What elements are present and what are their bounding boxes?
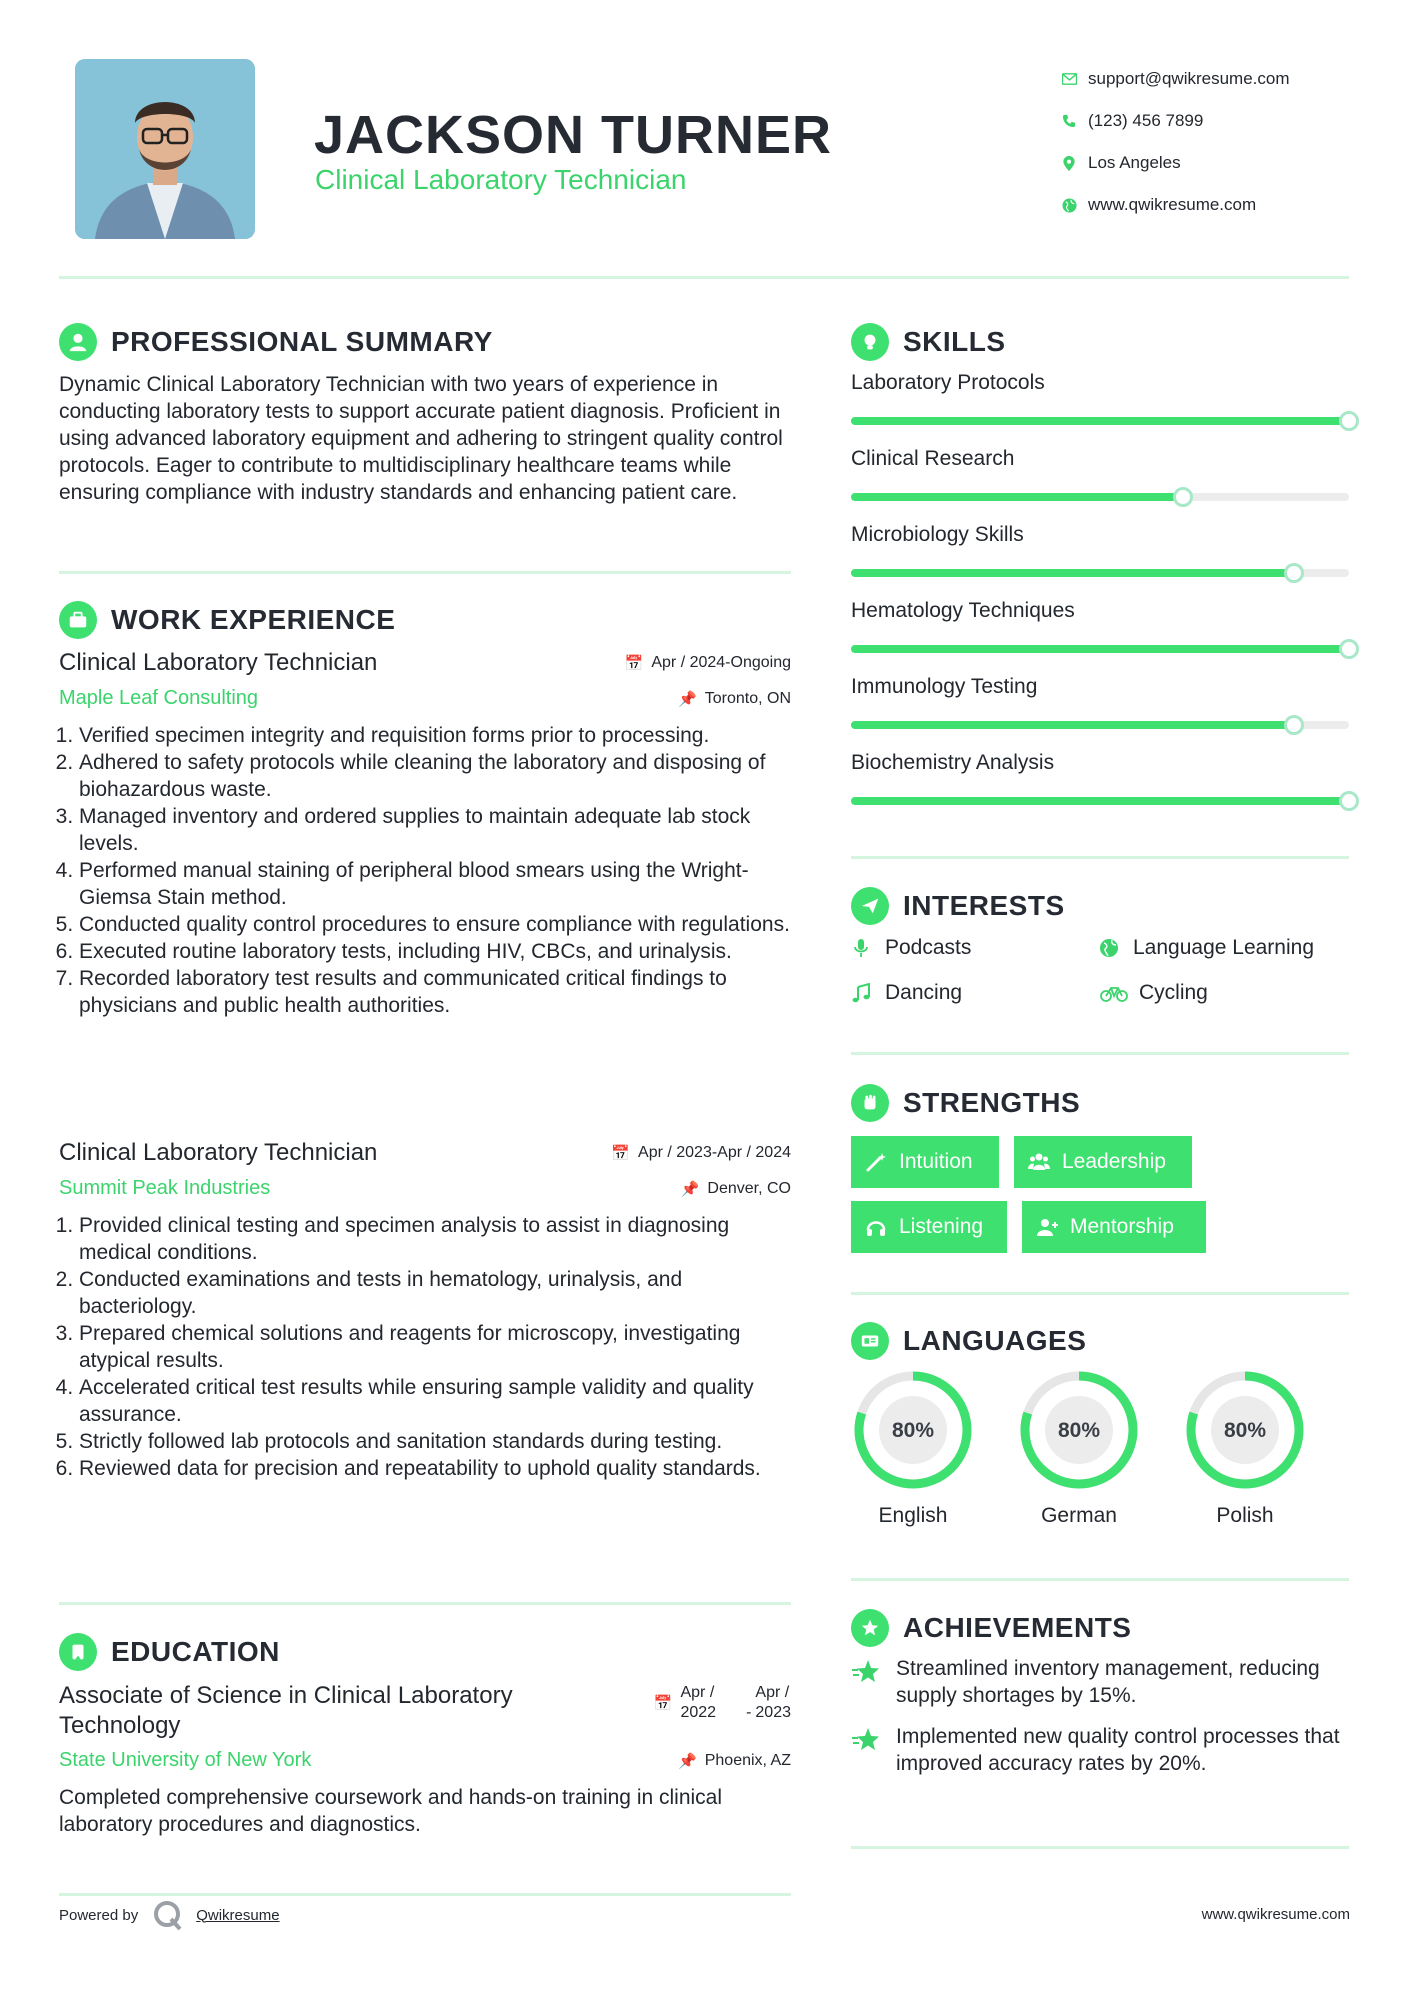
achievement-text: Streamlined inventory management, reducing supply shortages by 15%. xyxy=(896,1657,1320,1707)
skill-level-fill xyxy=(851,797,1349,805)
skill-level-fill xyxy=(851,645,1349,653)
languages-heading xyxy=(851,1322,1086,1360)
contact-website[interactable] xyxy=(1050,184,1290,226)
education-heading-text: EDUCATION xyxy=(111,1636,280,1667)
interest-label: Podcasts xyxy=(885,936,972,959)
edu-start-year: 2022 xyxy=(680,1704,717,1721)
skill-level-knob xyxy=(1339,639,1359,659)
languages-heading-text: LANGUAGES xyxy=(903,1325,1087,1356)
summary-heading-text: PROFESSIONAL SUMMARY xyxy=(111,326,493,357)
job-entry xyxy=(59,649,791,1019)
magic-wand-icon xyxy=(865,1151,887,1173)
interest-label: Cycling xyxy=(1139,981,1208,1004)
job-title: Clinical Laboratory Technician xyxy=(59,649,378,676)
degree-title-line: Associate of Science in Clinical Laboratory xyxy=(59,1682,513,1709)
strength-label: Intuition xyxy=(899,1150,973,1173)
contact-email[interactable] xyxy=(1050,58,1290,100)
calendar-icon: 📅 xyxy=(653,1695,673,1712)
interests-divider xyxy=(851,1052,1349,1055)
strengths-heading xyxy=(851,1084,1080,1122)
job-dates-text: Apr / 2024-Ongoing xyxy=(651,654,791,671)
job-bullet: 7. Recorded laboratory test results and communicated critical findings to physicians and public health authorities. xyxy=(79,965,791,1019)
job-bullet: 2. Conducted examinations and tests in hematology, urinalysis, and bacteriology. xyxy=(79,1266,791,1320)
school-name: State University of New York xyxy=(59,1749,312,1771)
skill-level-fill xyxy=(851,721,1294,729)
interests-heading-text: INTERESTS xyxy=(903,890,1065,921)
education-divider xyxy=(59,1893,791,1896)
skill-level-knob xyxy=(1284,563,1304,583)
skill-level-bar xyxy=(851,417,1349,425)
job-bullet: 4. Performed manual staining of peripheral blood smears using the Wright-Giemsa Stain method. xyxy=(79,857,791,911)
candidate-title: Clinical Laboratory Technician xyxy=(315,164,687,195)
job-bullets xyxy=(59,722,791,1019)
strengths-heading-text: STRENGTHS xyxy=(903,1087,1081,1118)
skill-item xyxy=(851,447,1349,501)
language-gauge xyxy=(1017,1368,1141,1492)
school-location-text: Phoenix, AZ xyxy=(704,1751,791,1769)
user-icon xyxy=(59,323,97,361)
experience-divider xyxy=(59,1602,791,1605)
job-location-text: Denver, CO xyxy=(707,1179,791,1197)
skill-level-bar xyxy=(851,645,1349,653)
skill-level-bar xyxy=(851,569,1349,577)
job-dates xyxy=(625,654,791,672)
paper-plane-icon xyxy=(851,887,889,925)
degree-title-line: Technology xyxy=(59,1712,181,1739)
language-item xyxy=(1183,1368,1307,1528)
graduation-icon xyxy=(59,1633,97,1671)
job-entry xyxy=(59,1139,791,1482)
interest-label: Dancing xyxy=(885,981,963,1004)
qwikresume-logo-icon xyxy=(152,1899,184,1931)
edu-date-dash: - xyxy=(746,1704,752,1721)
job-bullet: 2. Adhered to safety protocols while cleaning the laboratory and disposing of biohazardous waste. xyxy=(79,749,791,803)
skill-item xyxy=(851,675,1349,729)
star-icon xyxy=(851,1655,896,1709)
skill-level-knob xyxy=(1339,411,1359,431)
skill-level-knob xyxy=(1339,791,1359,811)
briefcase-icon xyxy=(59,601,97,639)
interest-cycling xyxy=(1099,981,1208,1005)
language-name: English xyxy=(878,1504,948,1527)
id-card-icon xyxy=(851,1322,889,1360)
summary-heading xyxy=(59,323,493,361)
job-title: Clinical Laboratory Technician xyxy=(59,1139,378,1166)
job-location xyxy=(678,690,791,708)
bicycle-icon xyxy=(1099,983,1133,1003)
interest-podcasts xyxy=(851,936,971,960)
job-bullet: 3. Managed inventory and ordered supplies to maintain adequate lab stock levels. xyxy=(79,803,791,857)
language-percent: 80% xyxy=(1223,1419,1267,1442)
skill-level-knob xyxy=(1284,715,1304,735)
summary-text: Dynamic Clinical Laboratory Technician with two years of experience in conducting laboratory tests to support accurate patient diagnosis. Proficient in using advanced laboratory equipment and adhering to stringent quality control protocols. Eager to contribute to multidisciplinary healthcare teams while ensuring compliance with industry standards and enhancing patient care. xyxy=(59,373,783,504)
skill-name: Laboratory Protocols xyxy=(851,371,1045,394)
powered-by-text: Powered by xyxy=(59,1906,139,1924)
skill-level-fill xyxy=(851,493,1183,501)
school-location xyxy=(678,1752,791,1770)
interest-language-learning xyxy=(1099,936,1314,960)
headphones-icon xyxy=(865,1216,887,1238)
experience-heading-text: WORK EXPERIENCE xyxy=(111,604,396,635)
skill-level-bar xyxy=(851,797,1349,805)
interest-label: Language Learning xyxy=(1133,936,1315,959)
skill-name: Clinical Research xyxy=(851,447,1015,470)
user-plus-icon xyxy=(1036,1216,1058,1238)
language-gauge xyxy=(1183,1368,1307,1492)
skill-name: Biochemistry Analysis xyxy=(851,751,1055,774)
language-item xyxy=(851,1368,975,1528)
language-percent: 80% xyxy=(891,1419,935,1442)
header-divider xyxy=(59,276,1349,279)
job-company: Summit Peak Industries xyxy=(59,1177,271,1199)
skill-item xyxy=(851,371,1349,425)
experience-heading xyxy=(59,601,395,639)
users-icon xyxy=(1028,1151,1050,1173)
education-heading xyxy=(59,1633,280,1671)
calendar-icon: 📅 xyxy=(611,1145,631,1162)
job-location-text: Toronto, ON xyxy=(704,689,791,707)
pushpin-icon: 📌 xyxy=(678,690,697,708)
achievement-text: Implemented new quality control processes that improved accuracy rates by 20%. xyxy=(896,1725,1340,1775)
job-bullet: 3. Prepared chemical solutions and reagents for microscopy, investigating atypical results. xyxy=(79,1320,791,1374)
fist-icon xyxy=(851,1084,889,1122)
strength-chip-leadership xyxy=(1014,1136,1192,1188)
skills-divider xyxy=(851,856,1349,859)
phone-icon xyxy=(1050,114,1088,128)
degree-title xyxy=(59,1681,513,1741)
edu-end-year: 2023 xyxy=(755,1704,791,1721)
job-dates xyxy=(611,1144,791,1162)
candidate-name: JACKSON TURNER xyxy=(314,105,833,165)
job-location xyxy=(681,1180,791,1198)
skills-heading-text: SKILLS xyxy=(903,326,1006,357)
strength-label: Listening xyxy=(899,1215,984,1238)
edu-end-month: Apr / xyxy=(755,1684,790,1701)
job-bullet: 1. Provided clinical testing and specimen analysis to assist in diagnosing medical conditions. xyxy=(79,1212,791,1266)
globe-icon xyxy=(1099,938,1127,958)
brand-link[interactable]: Qwikresume xyxy=(196,1906,280,1924)
skill-level-fill xyxy=(851,569,1294,577)
job-bullet: 5. Conducted quality control procedures to ensure compliance with regulations. xyxy=(79,911,791,938)
footer-powered-by xyxy=(59,1899,280,1931)
job-bullet: 6. Reviewed data for precision and repeatability to uphold quality standards. xyxy=(79,1455,791,1482)
contact-location-text: Los Angeles xyxy=(1088,153,1181,172)
job-bullet: 6. Executed routine laboratory tests, including HIV, CBCs, and urinalysis. xyxy=(79,938,791,965)
strength-chip-intuition xyxy=(851,1136,999,1188)
achievements-heading xyxy=(851,1609,1131,1647)
skill-name: Hematology Techniques xyxy=(851,599,1075,622)
interests-heading xyxy=(851,887,1065,925)
achievement-item xyxy=(851,1723,1351,1777)
skill-item xyxy=(851,523,1349,577)
strength-label: Mentorship xyxy=(1070,1215,1174,1238)
language-name: German xyxy=(1041,1504,1117,1527)
strength-label: Leadership xyxy=(1062,1150,1166,1173)
skill-level-bar xyxy=(851,493,1349,501)
job-dates-text: Apr / 2023-Apr / 2024 xyxy=(638,1144,791,1161)
music-note-icon xyxy=(851,983,879,1003)
skill-name: Microbiology Skills xyxy=(851,523,1024,546)
contact-phone[interactable] xyxy=(1050,100,1290,142)
achievements-divider xyxy=(851,1846,1349,1849)
calendar-icon: 📅 xyxy=(624,655,644,672)
envelope-icon xyxy=(1050,73,1088,85)
job-bullet: 4. Accelerated critical test results while ensuring sample validity and quality assurance. xyxy=(79,1374,791,1428)
lightbulb-icon xyxy=(851,323,889,361)
strengths-divider xyxy=(851,1292,1349,1295)
profile-photo xyxy=(75,59,255,239)
education-entry xyxy=(59,1681,791,1838)
interest-dancing xyxy=(851,981,962,1005)
skill-item xyxy=(851,751,1349,805)
education-dates xyxy=(654,1683,791,1723)
job-company: Maple Leaf Consulting xyxy=(59,687,259,709)
star-badge-icon xyxy=(851,1609,889,1647)
strength-chip-listening xyxy=(851,1201,1007,1253)
job-bullet: 1. Verified specimen integrity and requisition forms prior to processing. xyxy=(79,722,791,749)
summary-divider xyxy=(59,571,791,574)
contact-website-text: www.qwikresume.com xyxy=(1088,195,1257,214)
skill-item xyxy=(851,599,1349,653)
edu-start-month: Apr / xyxy=(680,1684,715,1701)
language-name: Polish xyxy=(1216,1504,1274,1527)
microphone-icon xyxy=(851,938,879,958)
language-percent: 80% xyxy=(1057,1419,1101,1442)
education-description: Completed comprehensive coursework and hands-on training in clinical laboratory procedures and diagnostics. xyxy=(59,1786,723,1836)
strength-chip-mentorship xyxy=(1022,1201,1206,1253)
skills-heading xyxy=(851,323,1006,361)
job-bullet: 5. Strictly followed lab protocols and sanitation standards during testing. xyxy=(79,1428,791,1455)
skill-level-fill xyxy=(851,417,1349,425)
skill-level-knob xyxy=(1173,487,1193,507)
language-item xyxy=(1017,1368,1141,1528)
skill-name: Immunology Testing xyxy=(851,675,1038,698)
achievement-item xyxy=(851,1655,1351,1709)
language-gauge xyxy=(851,1368,975,1492)
contact-email-text: support@qwikresume.com xyxy=(1088,69,1290,88)
map-pin-icon xyxy=(1050,156,1088,171)
job-bullets xyxy=(59,1212,791,1482)
contact-phone-text: (123) 456 7899 xyxy=(1088,111,1204,130)
globe-icon xyxy=(1050,198,1088,213)
languages-divider xyxy=(851,1578,1349,1581)
star-icon xyxy=(851,1723,896,1777)
skill-level-bar xyxy=(851,721,1349,729)
contact-list xyxy=(1050,58,1290,226)
contact-location xyxy=(1050,142,1290,184)
pushpin-icon: 📌 xyxy=(678,1752,697,1770)
achievements-heading-text: ACHIEVEMENTS xyxy=(903,1612,1132,1643)
footer-url[interactable]: www.qwikresume.com xyxy=(1201,1906,1350,1923)
pushpin-icon: 📌 xyxy=(680,1180,700,1198)
